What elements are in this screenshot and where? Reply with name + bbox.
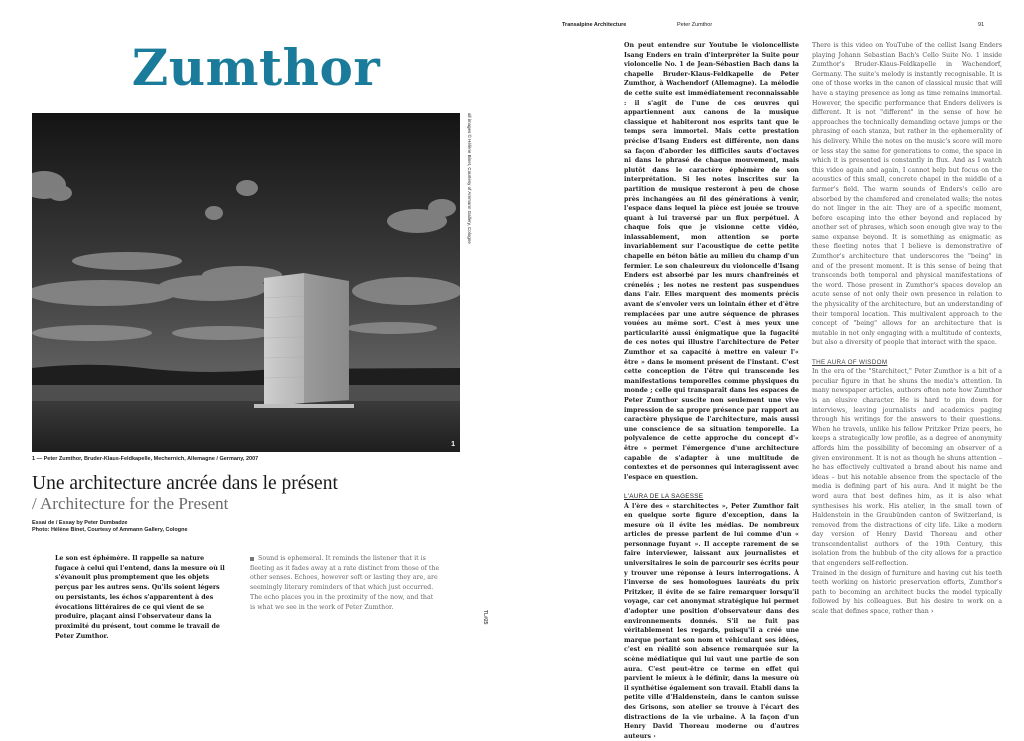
intro-french: Le son est éphémère. Il rappelle sa nature fugace à celui qui l'entend, dans la mesure où il s'évanouit plus promptement que les objets perçus par les autres sens. Qu'ils soient légers ou persistants, les échos s'apparentent à des évocations littéraires de ce qui vient de se produire, plaçant ainsi l'observateur dans la proximité du présent, tout comme le travail de Peter Zumthor. [55, 554, 225, 641]
right-page [512, 0, 1024, 683]
french-paragraph-2 [624, 502, 799, 741]
photo-number: 1 [451, 441, 455, 448]
photo-caption [32, 456, 258, 462]
english-paragraph-2: In the era of the "Starchitect," Peter Zumthor is a bit of a peculiar figure in that he shuns the media's attention. In many newspaper articles, authors often note how Zumthor is an elusive character. He is hard to pin down for interviews, leaving journalists and academics paging through his writings for the answers to their questions. When he travels, unlike his fellow Pritzker Prize peers, he keeps a strategically low profile, as a degree of anonymity affords him the possibility of becoming an observer of a given environment. It is not as though he shuns attention – he has effectively cultivated a brand about his name and ideas – but his notable absence from the spectacle of the media is defining part of his aura. And it might be the word aura that best defines him, as it is also what synthesises his work. His atelier, in the small town of Haldenstein in the Graubünden canton of Switzerland, is removed from the distractions of city life. Like a modern day version of Henry David Thoreau and other transcendentalist authors of the 19th Century, this isolation from the hubbub of the city allows for a practice that engenders self-reflection. [812, 367, 1002, 568]
left-page [0, 0, 512, 683]
english-column [812, 41, 1002, 617]
continue-arrow-icon: › [653, 733, 656, 740]
page-number: 91 [978, 22, 984, 28]
french-section-heading: L'AURA DE LA SAGESSE [624, 492, 799, 502]
english-paragraph-1: There is this video on YouTube of the cellist Isang Enders playing Johann Sebastian Bach's Cello Suite No. 1 inside Zumthor's Bruder-Klaus-Feldkapelle in Wachendorf, Germany. The suite's melody is instantly recognisable. It is one of those works in the canon of classical music that will have a staying presence as long as time remains immortal. However, the specific performance that Enders delivers is different. It is not "different" in the sense of how he approaches the technically demanding octave jumps or the phrasing of each stanza, but rather in the ephemerality of his delivery. While the notes on the music's score will more or less stay the same for generations to come, the space in which it is presented is constantly in flux. And as I watch this video again and again, I cannot help but focus on the acoustics of this small, concrete chapel in the middle of a farmer's field. The warm sounds of Enders's cello are absorbed by the chamfered and crenelated walls; the notes do not linger in the air. They are of a specific moment, before escaping into the ether beyond and replaced by another set of phrases, which soon enough give way to the same expanse beyond. It is something as enigmatic as these fleeting notes that I believe is demonstrative of Zumthor's architecture that underscores the "being" in and of the present moment. It is this sense of being that transcends both temporal and physical manifestations of the word. Those present in Zumthor's spaces develop an acute sense of not only their own presence in relation to the physicality of the architecture, but an understanding of their temporal location. This multivalent approach to the concept of "being" allows for an architecture that is mutable in not only engaging with a multitude of contexts, but also a diversity of people that interact with the space. [812, 41, 1002, 348]
chapel-tower-side [304, 273, 349, 403]
author-line: Essai de / Essay by Peter Dumbadze [32, 520, 188, 527]
intro-english [250, 554, 440, 612]
vertical-photo-credit-text: all images © Hélène Binet, Courtesy of Ammann Gallery, Cologne [467, 113, 472, 244]
vertical-photo-credit [462, 113, 474, 253]
intro-english-text: Sound is ephemeral. It reminds the listener that it is fleeting as it fades away at a rate distinct from those of the other senses. Echoes, however soft or lasting they are, are seemingly literary reminders of that which just occurred. The echo places you in the proximity of the now, and that is what we see in the work of Peter Zumthor. [250, 555, 439, 611]
french-column [624, 41, 799, 741]
chapel-tower-front [264, 273, 304, 407]
caption-text: Peter Zumthor, Bruder-Klaus-Feldkapelle, Mechernich, Allemagne / Germany, 2007 [44, 456, 259, 462]
french-paragraph-2-text: À l'ère des « starchitectes », Peter Zumthor fait en quelque sorte figure d'exception, dans la mesure où il évite les médias. De nombreux articles de presse parlent de lui comme d'un « personnage fuyant ». Il accepte rarement de se faire interviewer, laissant aux journalistes et universitaires le soin de parcourir ses écrits pour y trouver une réponse à leurs interrogations. À l'inverse de ses homologues lauréats du prix Pritzker, il évite de se faire remarquer lorsqu'il voyage, car cet anonymat stratégique lui permet d'adopter une position d'observateur dans des environnements donnés. S'il ne fuit pas véritablement les regards, puisqu'il a créé une marque portant son nom et véhiculant ses idées, c'est en réalité son absence remarquée sur la scène médiatique qui lui vaut une partie de son aura. C'est peut-être ce terme en effet qui parvient le mieux à le définir, dans la mesure où il synthétise également son travail. Établi dans la petite ville d'Haldenstein, dans le canton suisse des Grisons, son atelier se trouve à l'écart des distractions de la vie urbaine. À la façon d'un Henry David Thoreau moderne ou d'autres auteurs [624, 503, 799, 740]
english-section-heading: THE AURA OF WISDOM [812, 358, 1002, 368]
feature-photo [32, 113, 460, 452]
french-paragraph-1: On peut entendre sur Youtube le violoncelliste Isang Enders en train d'interpréter la Suite pour violoncelle No. 1 de Jean-Sébastien Bach dans la chapelle Bruder-Klaus-Feldkapelle de Peter Zumthor, à Wachendorf (Allemagne). La mélodie de cette suite est immédiatement reconnaissable : il s'agit de l'une de ces œuvres qui appartiennent aux canons de la musique classique et habiteront nos esprits tant que le temps sera immortel. Mais cette prestation précise d'Isang Enders est différente, non dans sa façon d'aborder les difficiles sauts d'octaves ni dans le phrasé de chaque mouvement, mais plutôt dans le caractère éphémère de son interprétation. Si les notes inscrites sur la partition de musique resteront à peu de chose près inchangées au fil des générations à venir, l'espace dans lequel la pièce est jouée se trouve quant à lui traversé par un flux perpétuel. À chaque fois que je visionne cette vidéo, inlassablement, mon attention se porte invariablement sur l'acoustique de cette petite chapelle en béton bâtie au milieu du champ d'un fermier. Le son chaleureux du violoncelle d'Isang Enders est absorbé par les murs chanfreinés et crénelés ; les notes ne restent pas suspendues dans l'air. Elles marquent des moments précis avant de s'envoler vers un lointain éther et d'être remplacées par une autre séquence de phrases vouées au même sort. C'est à mes yeux une particularité aussi énigmatique que la fugacité de ces notes qui illustre l'architecture de Peter Zumthor et sa capacité à mettre en valeur l'« être » dans le moment présent de l'instant. C'est cette conception de l'être qui transcende les manifestations temporelles comme physiques du monde ; celle qui transparaît dans les espaces de Peter Zumthor suscite non seulement une vive impression de sa propre présence par rapport au caractère physique de l'architecture, mais aussi une conscience de sa situation temporelle. La polyvalence de cette approche du concept d'« être » permet l'émergence d'une architecture capable de s'adapter à une multitude de contextes et de personnes qui interagissent avec l'espace en question. [624, 41, 799, 482]
english-paragraph-3-text: Trained in the design of furniture and having cut his teeth teeth working on historic preservation efforts, Zumthor's path to becoming an architect bucks the model typically followed by his colleagues. But his desire to work on a scale that defines space, rather than [812, 570, 1002, 615]
continue-arrow-icon: › [931, 608, 934, 615]
vertical-folio-text: TL#25 [482, 610, 488, 624]
vertical-folio [480, 610, 490, 634]
headline-english: / Architecture for the Present [32, 495, 228, 513]
magazine-article-title: Zumthor [0, 38, 512, 98]
square-bullet-icon [250, 557, 254, 561]
running-head-author: Peter Zumthor [677, 22, 712, 28]
chapel-photo-illustration [32, 113, 460, 452]
byline [32, 520, 188, 534]
photo-credit-line: Photo: Hélène Binet, Courtesy of Ammann Gallery, Cologne [32, 527, 188, 534]
english-paragraph-3 [812, 569, 1002, 617]
running-head-section: Transalpine Architecture [562, 22, 626, 28]
headline-french: Une architecture ancrée dans le présent [32, 474, 338, 494]
caption-number: 1 — [32, 456, 42, 462]
